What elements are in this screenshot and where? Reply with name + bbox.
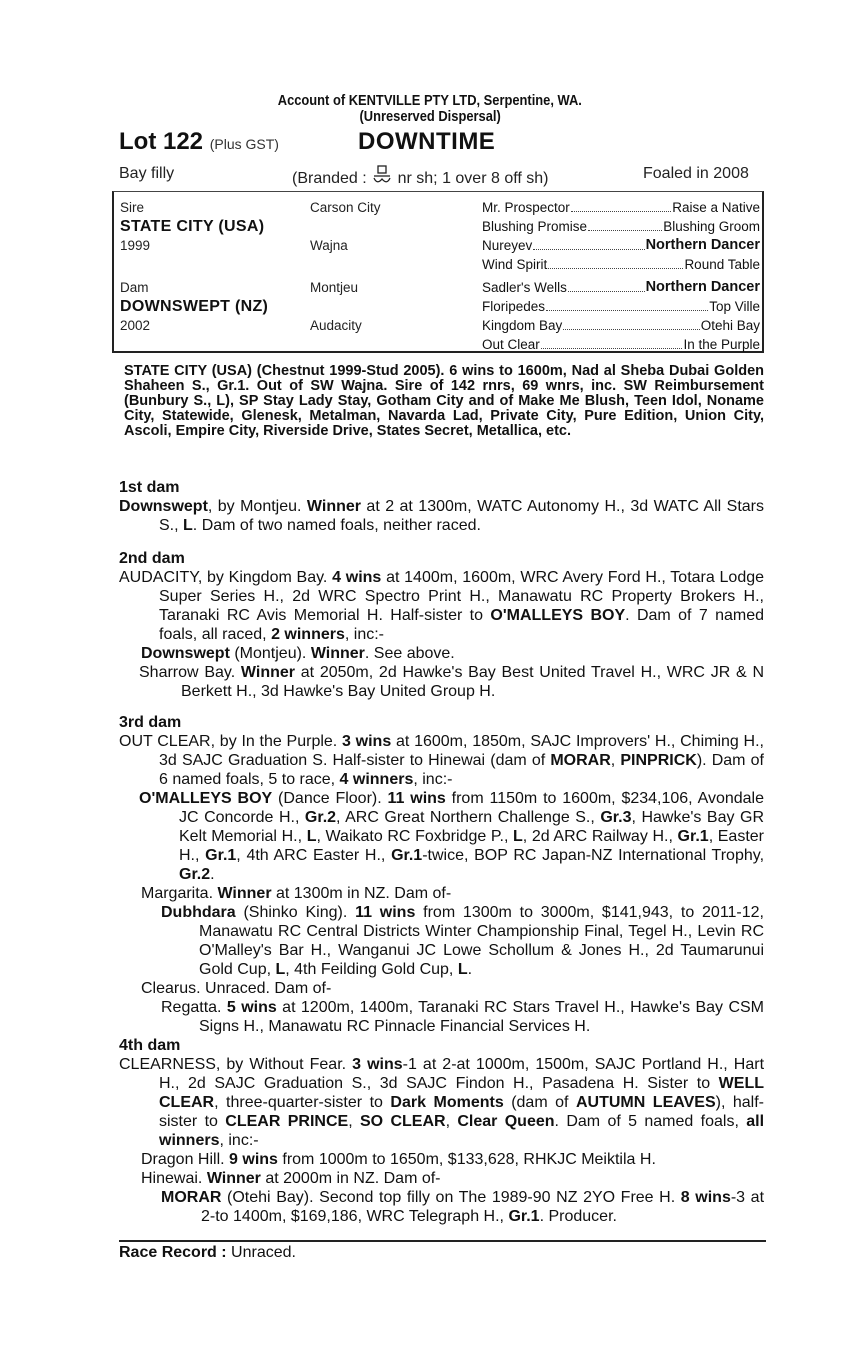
section-heading: 2nd dam [119, 550, 185, 567]
pedigree-table [112, 191, 764, 353]
foaled-year: Foaled in 2008 [643, 165, 749, 182]
ancestor-sire: Raise a Native [672, 200, 760, 215]
ancestor-line [482, 236, 760, 255]
ancestor-sire: Blushing Groom [663, 219, 760, 234]
race-record-label: Race Record : [119, 1244, 227, 1261]
ancestor-sire: Otehi Bay [700, 318, 760, 333]
dams-sire: Montjeu [310, 280, 359, 295]
race-record-value: Unraced. [226, 1244, 296, 1261]
leader-dots [546, 297, 708, 311]
ancestor-name: Blushing Promise [482, 219, 588, 234]
ancestor-line [482, 316, 760, 335]
ancestor-name: Nureyev [482, 238, 533, 253]
horse-name: DOWNTIME [358, 128, 496, 155]
progeny-entry: Clearus. Unraced. Dam of- [141, 980, 332, 997]
ancestor-sire: Top Ville [709, 299, 760, 314]
dam-entry: OUT CLEAR, by In the Purple. 3 wins at 1600m, 1850m, SAJC Improvers' H., Chiming H., 3d SAJC Graduation S. Half-sister to Hinewai (dam of MORAR, PINPRICK). Dam of 6 named foals, 5 to race, 4 winners, inc:- [119, 733, 764, 788]
third-dam-section [119, 713, 764, 1036]
sire-year: 1999 [120, 238, 151, 253]
sires-dam: Wajna [310, 238, 348, 253]
vendor-account: Account of KENTVILLE PTY LTD, Serpentine, WA. [277, 92, 583, 109]
leader-dots [541, 335, 683, 349]
ancestor-line [482, 217, 760, 236]
ancestor-name: Sadler's Wells [482, 280, 567, 295]
leader-dots [571, 198, 671, 212]
ancestor-sire: Northern Dancer [645, 279, 760, 295]
sex-colour: Bay filly [119, 165, 175, 182]
sire-name: STATE CITY (USA) [120, 218, 265, 235]
dam-entry: AUDACITY, by Kingdom Bay. 4 wins at 1400m, 1600m, WRC Avery Ford H., Totara Lodge Super Series H., 2d WRC Spectro Print H., Manawatu RC Property Brokers H., Taranaki RC Avis Memorial H. Half-sister to O'MALLEYS BOY. Dam of 7 named foals, all raced, 2 winners, inc:- [119, 569, 765, 643]
brand-mark-icon [371, 165, 393, 187]
progeny-entry: Downswept (Montjeu). Winner. See above. [141, 645, 455, 662]
progeny-entry: Margarita. Winner at 1300m in NZ. Dam of- [141, 885, 452, 902]
section-heading: 1st dam [119, 479, 180, 496]
progeny-entry: Sharrow Bay. Winner at 2050m, 2d Hawke's Bay Best United Travel H., WRC JR & N Berkett H., 3d Hawke's Bay United Group H. [139, 664, 764, 700]
progeny-entry: Hinewai. Winner at 2000m in NZ. Dam of- [141, 1170, 441, 1187]
leader-dots [563, 316, 699, 330]
fourth-dam-section [119, 1036, 764, 1226]
leader-dots [588, 217, 662, 231]
ancestor-line [482, 255, 760, 274]
ancestor-line [482, 335, 760, 354]
ancestor-sire: In the Purple [683, 337, 760, 352]
sires-sire: Carson City [310, 200, 381, 215]
leader-dots [568, 278, 645, 292]
sire-summary: STATE CITY (USA) (Chestnut 1999-Stud 2005). 6 wins to 1600m, Nad al Sheba Dubai Golden Shaheen S., Gr.1. Out of SW Wajna. Sire of 142 rnrs, 69 wnrs, inc. SW Reimbursement (Bunbury S., L), SP Stay Lady Stay, Gotham City and of Make Me Blush, Teen Idol, Noname City, Statewide, Glenesk, Metalman, Navarda Lad, Private City, Pure Edition, Union City, Ascoli, Empire City, Riverside Drive, States Secret, Metallica, etc. [124, 363, 764, 439]
dams-dam: Audacity [310, 318, 362, 333]
ancestor-name: Kingdom Bay [482, 318, 563, 333]
dam-year: 2002 [120, 318, 151, 333]
dispersal-note: (Unreserved Dispersal) [359, 108, 501, 125]
race-record [119, 1240, 766, 1262]
progeny-entry: Dragon Hill. 9 wins from 1000m to 1650m, $133,628, RHKJC Meiktila H. [141, 1151, 656, 1168]
leader-dots [533, 236, 644, 250]
sire-label: Sire [120, 200, 145, 215]
ancestor-line [482, 278, 760, 297]
leader-dots [548, 255, 683, 269]
dam-name: DOWNSWEPT (NZ) [120, 298, 269, 315]
dam-entry: CLEARNESS, by Without Fear. 3 wins-1 at 2-at 1000m, 1500m, SAJC Portland H., Hart H., 2d SAJC Graduation S., 3d SAJC Findon H., Pasadena H. Sister to WELL CLEAR, three-quarter-sister to Dark Moments (dam of AUTUMN LEAVES), half-sister to CLEAR PRINCE, SO CLEAR, Clear Queen. Dam of 5 named foals, all winners, inc:- [119, 1056, 765, 1149]
lot-number: Lot 122 (Plus GST) [119, 128, 279, 155]
brand-description: (Branded : nr sh; 1 over 8 off sh) [292, 165, 549, 188]
section-heading: 3rd dam [119, 714, 182, 731]
ancestor-name: Out Clear [482, 337, 540, 352]
first-dam-section [119, 478, 764, 535]
dam-label: Dam [120, 280, 149, 295]
ancestor-line [482, 297, 760, 316]
progeny-entry: Dubhdara (Shinko King). 11 wins from 1300m to 3000m, $141,943, to 2011-12, Manawatu RC Central Districts Winter Championship Final, Tegel H., Levin RC O'Malley's Bar H., Wanganui JC Lowe Schollum & Jones H., 2d Taumarunui Gold Cup, L, 4th Feilding Gold Cup, L. [161, 904, 765, 978]
dam-entry: Downswept, by Montjeu. Winner at 2 at 1300m, WATC Autonomy H., 3d WATC All Stars S., L. Dam of two named foals, neither raced. [119, 498, 764, 534]
progeny-entry: O'MALLEYS BOY (Dance Floor). 11 wins from 1150m to 1600m, $234,106, Avondale JC Concorde H., Gr.2, ARC Great Northern Challenge S., Gr.3, Hawke's Bay GR Kelt Memorial H., L, Waikato RC Foxbridge P., L, 2d ARC Railway H., Gr.1, Easter H., Gr.1, 4th ARC Easter H., Gr.1-twice, BOP RC Japan-NZ International Trophy, Gr.2. [139, 790, 765, 883]
progeny-entry: Regatta. 5 wins at 1200m, 1400m, Taranaki RC Stars Travel H., Hawke's Bay CSM Signs H., Manawatu RC Pinnacle Financial Services H. [161, 999, 765, 1035]
ancestor-name: Mr. Prospector [482, 200, 570, 215]
ancestor-name: Floripedes [482, 299, 546, 314]
ancestor-sire: Northern Dancer [645, 237, 760, 253]
ancestor-name: Wind Spirit [482, 257, 548, 272]
ancestor-sire: Round Table [684, 257, 760, 272]
progeny-entry: MORAR (Otehi Bay). Second top filly on The 1989-90 NZ 2YO Free H. 8 wins-3 at 2-to 1400m, $169,186, WRC Telegraph H., Gr.1. Producer. [161, 1189, 765, 1225]
second-dam-section [119, 549, 764, 701]
section-heading: 4th dam [119, 1037, 181, 1054]
ancestor-line [482, 198, 760, 217]
gst-note: (Plus GST) [209, 136, 279, 152]
